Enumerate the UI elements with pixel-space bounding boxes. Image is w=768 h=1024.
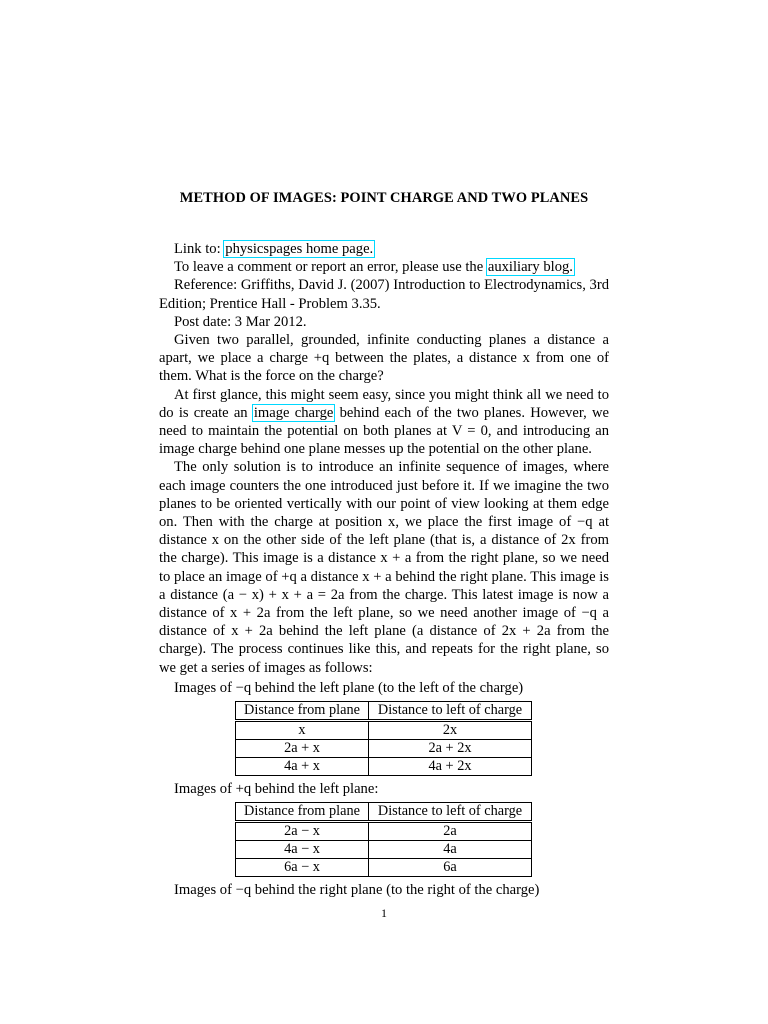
paragraph-1: Given two parallel, grounded, infinite conducting planes a distance a apart, we place a charge +q between the plates, a distance x from one of them. What is the force on the charge? [159, 332, 609, 385]
page-number: 1 [381, 906, 387, 920]
table-cell: 2x [369, 721, 532, 740]
table-cell: 4a − x [236, 841, 369, 859]
table-cell: 4a + x [236, 758, 369, 776]
table-2-caption: Images of +q behind the left plane: [174, 781, 379, 798]
paragraph-2-end: behind each of the two planes. However, we need to maintain the potential on both planes at V = 0, and introducing an image charge behind one plane messes up the potential on the other plane. [159, 404, 609, 458]
table-row [236, 822, 532, 841]
paragraph-2-start: At first glance, this might seem easy, since you might think all we need to do is create an [159, 386, 609, 421]
paragraph-2 [159, 386, 609, 459]
table-row [236, 740, 532, 758]
table-2 [235, 802, 532, 877]
table-header-cell: Distance to left of charge [369, 803, 532, 822]
paragraph-3: The only solution is to introduce an infinite sequence of images, where each image counters the one introduced just before it. If we imagine the two planes to be oriented vertically with our point of view looking at them edge on. Then with the charge at position x, we place the first image of −q at distance x on the other side of the left plane (that is, a distance of 2x from the charge). This image is a distance x + a from the right plane, so we need to place an image of +q a distance x + a behind the right plane. This image is a distance (a − x) + x + a = 2a from the charge. This latest image is now a distance of x + 2a from the left plane, so we need another image of −q a distance of x + 2a behind the left plane (a distance of 2x + 2a from the charge). The process continues like this, and repeats for the right plane, so we get a series of images as follows: [159, 459, 609, 676]
table-header-row [236, 803, 532, 822]
table-row [236, 841, 532, 859]
document-body [159, 240, 609, 899]
table-cell: x [236, 721, 369, 740]
page-title: METHOD OF IMAGES: POINT CHARGE AND TWO PLANES [179, 190, 589, 206]
table-header-cell: Distance from plane [236, 803, 369, 822]
comment-prefix: To leave a comment or report an error, please use the [174, 259, 487, 276]
home-page-link[interactable]: physicspages home page. [225, 241, 374, 257]
table-1 [235, 701, 532, 776]
table-cell: 6a − x [236, 859, 369, 877]
table-cell: 2a − x [236, 822, 369, 841]
table-cell: 4a + 2x [369, 758, 532, 776]
auxiliary-blog-link[interactable]: auxiliary blog. [487, 259, 573, 276]
table-cell: 2a + x [236, 740, 369, 758]
table-cell: 6a [369, 859, 532, 877]
comment-line [159, 258, 609, 276]
table-3-caption: Images of −q behind the right plane (to the right of the charge) [174, 882, 540, 899]
table-row [236, 721, 532, 740]
table-cell: 2a + 2x [369, 740, 532, 758]
table-header-row [236, 702, 532, 721]
table-header-cell: Distance to left of charge [369, 702, 532, 721]
link-prefix: Link to: [174, 241, 225, 257]
reference-line: Reference: Griffiths, David J. (2007) Introduction to Electrodynamics, 3rd Edition; Prentice Hall - Problem 3.35. [159, 277, 609, 312]
link-line [159, 240, 609, 258]
post-date: Post date: 3 Mar 2012. [174, 313, 307, 330]
table-cell: 4a [369, 841, 532, 859]
image-charge-link[interactable]: image charge [253, 404, 334, 421]
table-cell: 2a [369, 822, 532, 841]
table-1-caption: Images of −q behind the left plane (to the left of the charge) [174, 679, 524, 696]
table-row [236, 758, 532, 776]
table-header-cell: Distance from plane [236, 702, 369, 721]
table-row [236, 859, 532, 877]
